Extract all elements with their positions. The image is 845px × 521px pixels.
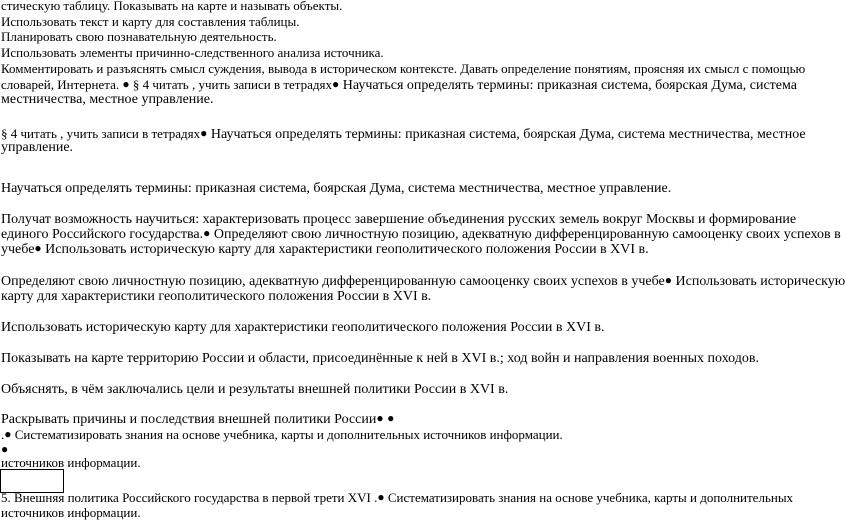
text-line: Получат возможность научиться: характеризовать процесс завершение объединения русских земель вокруг Москвы и формирование xyxy=(1,212,797,227)
bullet-icon: ● xyxy=(332,77,340,91)
text-line: управление. xyxy=(1,140,74,155)
text-line xyxy=(1,241,649,258)
bullet-icon: ● xyxy=(664,273,672,287)
text-line xyxy=(1,426,563,444)
text-fragment: Научаться определять термины: приказная система, боярская Дума, система местничества, местное xyxy=(207,127,806,142)
text-fragment: Раскрывать причины и последствия внешней политики России xyxy=(1,412,377,427)
bullet-icon: ● xyxy=(1,442,9,456)
text-fragment: Использовать историческую xyxy=(672,274,845,289)
text-fragment: . xyxy=(1,427,5,442)
bullet-icon: ● xyxy=(200,126,208,140)
text-line: стическую таблицу. Показывать на карте и называть объекты. xyxy=(1,0,343,13)
text-fragment: Научаться определять термины: приказная система, боярская Дума, система xyxy=(339,78,797,93)
text-fragment: Определяют свою личностную позицию, адекватную дифференцированную самооценку своих успехов в учебе xyxy=(1,274,665,289)
text-line: Показывать на карте территорию России и области, присоединённые к ней в XVI в.; ход войн и направления военных походов. xyxy=(1,351,759,366)
text-line: Использовать элементы причинно-следственного анализа источника. xyxy=(1,45,384,60)
text-fragment: учебе xyxy=(1,242,35,257)
bullet-icon: ● xyxy=(376,411,384,425)
text-fragment: 5. Внешняя политика Российского государства в первой трети XVI . xyxy=(1,490,378,505)
text-line: Использовать историческую карту для характеристики геополитического положения России в XVI в. xyxy=(1,320,605,335)
text-fragment: § 4 читать , учить записи в тетрадях xyxy=(1,126,201,141)
text-line: Комментировать и разъяснять смысл суждения, вывода в историческом контексте. Давать определение понятиям, проясняя их смысл с помощью xyxy=(1,61,806,76)
bullet-icon: ● xyxy=(34,241,42,255)
text-fragment: Систематизировать знания на основе учебника, карты и дополнительных источников информации. xyxy=(11,427,563,442)
bullet-icon: ● xyxy=(377,490,385,504)
text-line: Научаться определять термины: приказная система, боярская Дума, система местничества, местное управление. xyxy=(1,181,672,196)
text-fragment: Использовать историческую карту для характеристики геополитического положения России в XVI в. xyxy=(41,242,649,257)
text-fragment: единого Российского государства. xyxy=(1,227,204,242)
text-line: источников информации. xyxy=(1,505,141,520)
text-fragment: словарей, Интернета. xyxy=(1,77,123,92)
text-line: Планировать свою познавательную деятельность. xyxy=(1,29,277,44)
text-line: местничества, местное управление. xyxy=(1,92,214,107)
text-line: карту для характеристики геополитического положения России в XVI в. xyxy=(1,289,432,304)
text-line: Использовать текст и карту для составления таблицы. xyxy=(1,14,300,29)
bullet-icon: ● xyxy=(4,427,12,441)
text-fragment: Определяют свою личностную позицию, адекватную дифференцированную самооценку своих успехов в xyxy=(210,227,841,242)
text-fragment: Систематизировать знания на основе учебника, карты и дополнительных xyxy=(384,490,794,505)
bullet-icon: ● xyxy=(203,226,211,240)
bullet-icon: ● xyxy=(387,411,395,425)
text-fragment: § 4 читать , учить записи в тетрадях xyxy=(129,77,333,92)
text-line xyxy=(1,125,806,143)
bullet-icon: ● xyxy=(122,77,130,91)
text-line: Объяснять, в чём заключались цели и результаты внешней политики России в XVI в. xyxy=(1,382,509,397)
text-line: источников информации. xyxy=(1,455,141,470)
